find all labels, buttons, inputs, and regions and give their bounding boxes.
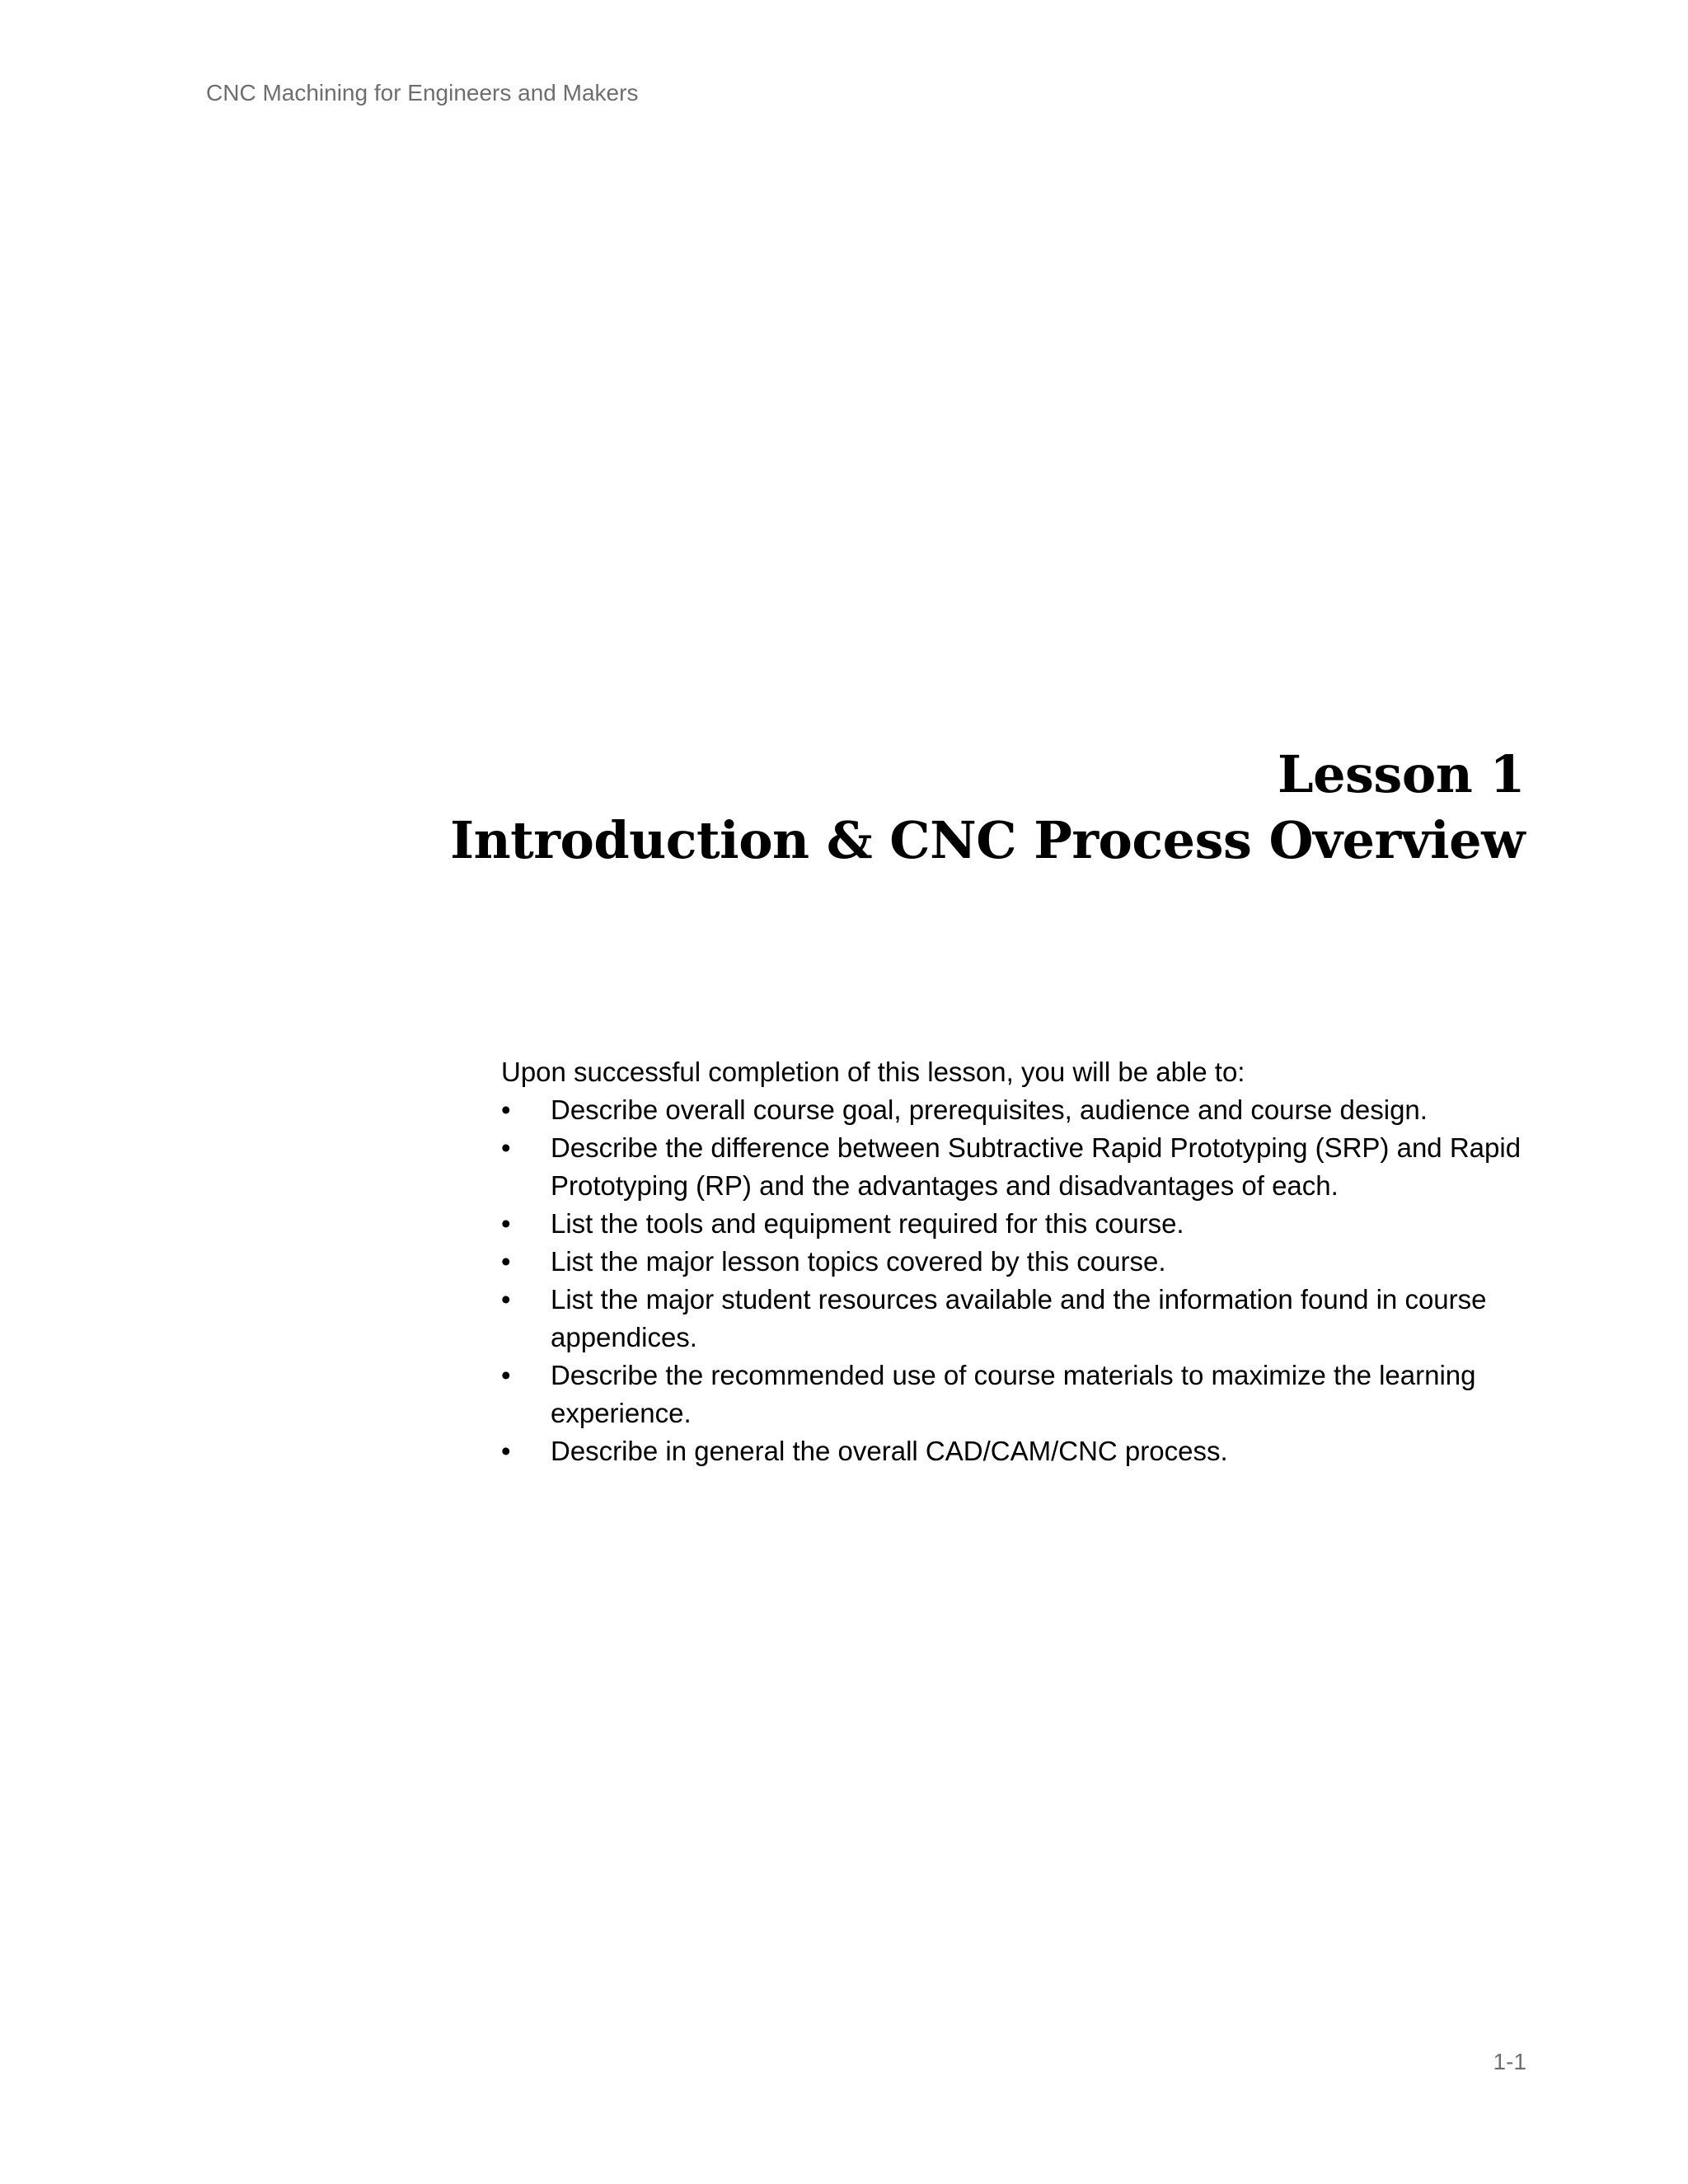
bullet-icon: • bbox=[501, 1094, 511, 1125]
objective-item bbox=[501, 1432, 1531, 1470]
bullet-icon: • bbox=[501, 1246, 511, 1277]
objective-text: List the tools and equipment required for this course. bbox=[551, 1208, 1184, 1239]
lesson-title bbox=[450, 742, 1525, 874]
objectives-list bbox=[501, 1091, 1531, 1470]
bullet-icon: • bbox=[501, 1436, 511, 1466]
objective-text: List the major lesson topics covered by this course. bbox=[551, 1246, 1166, 1277]
page-number: 1-1 bbox=[1493, 2049, 1526, 2074]
objective-text: List the major student resources available and the information found in course appendices. bbox=[551, 1284, 1487, 1352]
objective-item bbox=[501, 1281, 1531, 1357]
running-header: CNC Machining for Engineers and Makers bbox=[206, 80, 639, 105]
objective-text: Describe the recommended use of course materials to maximize the learning experience. bbox=[551, 1360, 1476, 1428]
learning-objectives bbox=[501, 1053, 1531, 1470]
bullet-icon: • bbox=[501, 1208, 511, 1239]
lesson-number: Lesson 1 bbox=[1277, 744, 1525, 804]
objective-item bbox=[501, 1357, 1531, 1432]
objectives-intro: Upon successful completion of this lesson, you will be able to: bbox=[501, 1057, 1245, 1087]
objective-item bbox=[501, 1205, 1531, 1243]
objective-item bbox=[501, 1243, 1531, 1281]
objective-item bbox=[501, 1091, 1531, 1129]
bullet-icon: • bbox=[501, 1360, 511, 1390]
bullet-icon: • bbox=[501, 1284, 511, 1315]
bullet-icon: • bbox=[501, 1132, 511, 1163]
objective-text: Describe overall course goal, prerequisites, audience and course design. bbox=[551, 1094, 1428, 1125]
objective-text: Describe in general the overall CAD/CAM/CNC process. bbox=[551, 1436, 1228, 1466]
objective-text: Describe the difference between Subtractive Rapid Prototyping (SRP) and Rapid Prototyping (RP) and the advantages and disadvantages of each. bbox=[551, 1132, 1522, 1201]
objective-item bbox=[501, 1129, 1531, 1205]
lesson-name: Introduction & CNC Process Overview bbox=[450, 810, 1525, 870]
